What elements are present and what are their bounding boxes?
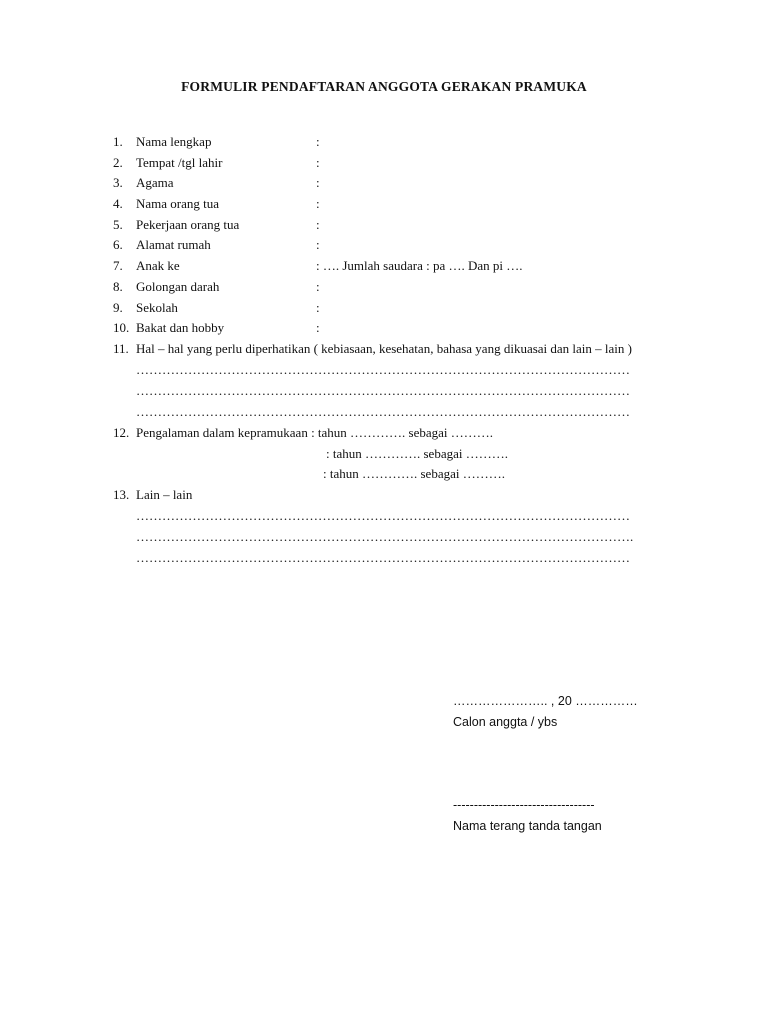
form-title: FORMULIR PENDAFTARAN ANGGOTA GERAKAN PRAMUKA bbox=[181, 79, 587, 94]
item-number: 11. bbox=[113, 341, 129, 356]
field-label: Pekerjaan orang tua bbox=[136, 217, 240, 232]
place-date-line: ………………….. , 20 …………… bbox=[453, 694, 638, 708]
item-number: 12. bbox=[113, 425, 130, 440]
field-number: 7. bbox=[113, 258, 123, 273]
field-label: Nama orang tua bbox=[136, 196, 220, 211]
dotted-fill-line: …………………………………………………………………………………………………… bbox=[136, 362, 630, 377]
field-value: : bbox=[316, 237, 320, 252]
field-value: : bbox=[316, 155, 320, 170]
field-number: 5. bbox=[113, 217, 123, 232]
signer-role: Calon anggta / ybs bbox=[453, 715, 558, 729]
field-label: Agama bbox=[136, 175, 174, 190]
field-value: : bbox=[316, 279, 320, 294]
signature-caption: Nama terang tanda tangan bbox=[453, 819, 602, 833]
item-number: 13. bbox=[113, 487, 130, 502]
field-number: 1. bbox=[113, 134, 123, 149]
signature-line: ---------------------------------- bbox=[453, 798, 595, 812]
field-label: Bakat dan hobby bbox=[136, 320, 225, 335]
item-13-label: Lain – lain bbox=[136, 487, 193, 502]
dotted-fill-line: …………………………………………………………………………………………………… bbox=[136, 550, 630, 565]
field-number: 8. bbox=[113, 279, 123, 294]
field-number: 10. bbox=[113, 320, 130, 335]
dotted-fill-line: …………………………………………………………………………………………………… bbox=[136, 404, 630, 419]
field-number: 3. bbox=[113, 175, 123, 190]
field-value: : bbox=[316, 217, 320, 232]
field-label: Sekolah bbox=[136, 300, 178, 315]
field-value: : bbox=[316, 320, 320, 335]
dotted-fill-line: ……………………………………………………………………………………………………. bbox=[136, 529, 634, 544]
experience-entry: : tahun …………. sebagai ………. bbox=[323, 466, 505, 481]
field-label: Alamat rumah bbox=[136, 237, 211, 252]
experience-entry: : tahun …………. sebagai ………. bbox=[326, 446, 508, 461]
field-number: 2. bbox=[113, 155, 123, 170]
field-label: Golongan darah bbox=[136, 279, 220, 294]
field-number: 4. bbox=[113, 196, 123, 211]
field-label: Tempat /tgl lahir bbox=[136, 155, 223, 170]
field-value: : bbox=[316, 175, 320, 190]
field-number: 6. bbox=[113, 237, 123, 252]
item-11-label: Hal – hal yang perlu diperhatikan ( kebiasaan, kesehatan, bahasa yang dikuasai dan lain – lain ) bbox=[136, 341, 632, 356]
dotted-fill-line: …………………………………………………………………………………………………… bbox=[136, 508, 630, 523]
field-label: Nama lengkap bbox=[136, 134, 212, 149]
field-value: : bbox=[316, 196, 320, 211]
field-value: : bbox=[316, 134, 320, 149]
field-label: Anak ke bbox=[136, 258, 180, 273]
dotted-fill-line: …………………………………………………………………………………………………… bbox=[136, 383, 630, 398]
item-12-label: Pengalaman dalam kepramukaan : tahun …………. sebagai ………. bbox=[136, 425, 494, 440]
field-value: : …. Jumlah saudara : pa …. Dan pi …. bbox=[316, 258, 523, 273]
field-value: : bbox=[316, 300, 320, 315]
field-number: 9. bbox=[113, 300, 123, 315]
